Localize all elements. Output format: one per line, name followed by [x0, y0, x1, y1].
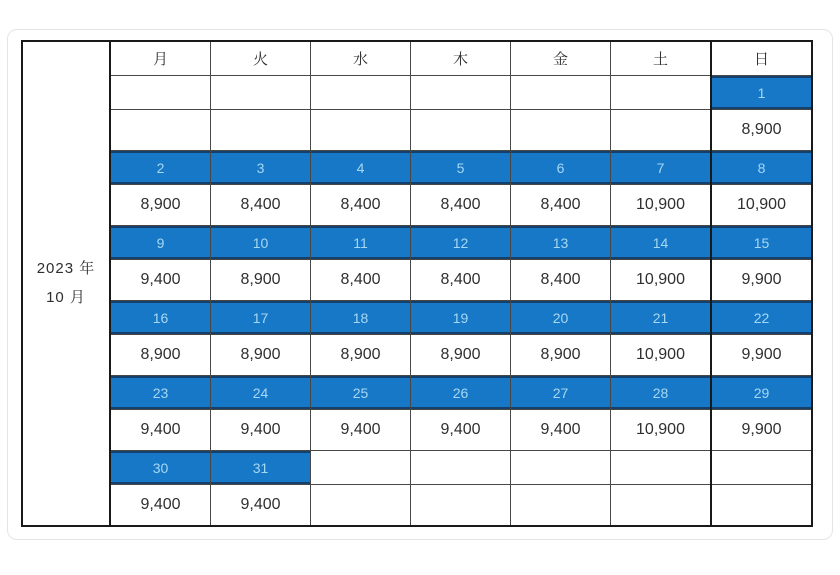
weekday-header-cell: 火	[211, 41, 311, 76]
price-cell: 10,900	[711, 185, 812, 226]
date-cell: 24	[211, 376, 311, 410]
price-cell	[411, 110, 511, 151]
date-cell	[611, 76, 712, 110]
date-cell: 19	[411, 301, 511, 335]
price-cell	[611, 485, 712, 527]
weekday-header-cell: 土	[611, 41, 712, 76]
calendar-body	[22, 41, 812, 526]
price-cell	[110, 110, 211, 151]
date-cell: 29	[711, 376, 812, 410]
price-cell: 8,900	[211, 260, 311, 301]
date-cell: 4	[311, 151, 411, 185]
price-cell: 9,900	[711, 335, 812, 376]
price-cell: 8,400	[411, 260, 511, 301]
price-cell: 8,400	[511, 260, 611, 301]
price-cell: 9,400	[211, 410, 311, 451]
price-cell: 8,900	[110, 185, 211, 226]
date-cell: 21	[611, 301, 712, 335]
price-cell: 9,900	[711, 260, 812, 301]
price-cell: 9,900	[711, 410, 812, 451]
date-cell: 23	[110, 376, 211, 410]
price-cell: 9,400	[110, 260, 211, 301]
price-cell	[611, 110, 712, 151]
date-cell	[711, 451, 812, 485]
date-cell: 11	[311, 226, 411, 260]
price-cell: 9,400	[110, 485, 211, 527]
date-cell: 9	[110, 226, 211, 260]
price-cell: 8,400	[511, 185, 611, 226]
month-label: 10 月	[46, 288, 86, 306]
price-cell: 8,400	[211, 185, 311, 226]
price-cell: 10,900	[611, 335, 712, 376]
weekday-header-cell: 金	[511, 41, 611, 76]
weekday-header-cell: 水	[311, 41, 411, 76]
price-cell: 8,900	[311, 335, 411, 376]
price-cell: 10,900	[611, 260, 712, 301]
price-calendar-table	[21, 40, 813, 527]
price-cell: 10,900	[611, 185, 712, 226]
date-cell: 20	[511, 301, 611, 335]
date-cell: 6	[511, 151, 611, 185]
date-cell: 28	[611, 376, 712, 410]
price-cell	[711, 485, 812, 527]
weekday-header-cell: 月	[110, 41, 211, 76]
price-cell	[511, 110, 611, 151]
year-label: 2023 年	[36, 260, 96, 277]
date-cell: 26	[411, 376, 511, 410]
date-cell: 30	[110, 451, 211, 485]
price-cell: 8,900	[211, 335, 311, 376]
price-cell: 8,900	[110, 335, 211, 376]
date-cell: 5	[411, 151, 511, 185]
price-cell	[311, 110, 411, 151]
date-cell: 8	[711, 151, 812, 185]
date-cell: 25	[311, 376, 411, 410]
date-cell: 3	[211, 151, 311, 185]
price-cell: 9,400	[311, 410, 411, 451]
price-cell: 8,400	[411, 185, 511, 226]
date-cell: 16	[110, 301, 211, 335]
date-cell	[110, 76, 211, 110]
date-cell: 15	[711, 226, 812, 260]
price-cell: 8,900	[411, 335, 511, 376]
price-cell: 9,400	[411, 410, 511, 451]
date-cell	[611, 451, 712, 485]
price-cell: 8,900	[711, 110, 812, 151]
price-cell	[311, 485, 411, 527]
price-cell: 9,400	[211, 485, 311, 527]
price-cell: 9,400	[511, 410, 611, 451]
date-cell: 27	[511, 376, 611, 410]
date-cell	[311, 76, 411, 110]
date-cell	[511, 76, 611, 110]
date-cell: 10	[211, 226, 311, 260]
price-cell: 8,400	[311, 260, 411, 301]
date-cell: 14	[611, 226, 712, 260]
date-cell: 1	[711, 76, 812, 110]
price-cell: 10,900	[611, 410, 712, 451]
price-cell: 8,900	[511, 335, 611, 376]
price-cell	[411, 485, 511, 527]
date-cell: 22	[711, 301, 812, 335]
month-label-cell	[22, 41, 110, 526]
date-cell: 18	[311, 301, 411, 335]
date-cell	[311, 451, 411, 485]
date-cell	[211, 76, 311, 110]
date-cell: 13	[511, 226, 611, 260]
price-cell: 9,400	[110, 410, 211, 451]
weekday-header-cell: 日	[711, 41, 812, 76]
date-cell: 12	[411, 226, 511, 260]
date-cell: 31	[211, 451, 311, 485]
weekday-header-cell: 木	[411, 41, 511, 76]
date-cell	[411, 76, 511, 110]
date-cell: 17	[211, 301, 311, 335]
price-cell	[511, 485, 611, 527]
date-cell: 7	[611, 151, 712, 185]
price-cell	[211, 110, 311, 151]
date-cell	[511, 451, 611, 485]
date-cell: 2	[110, 151, 211, 185]
price-cell: 8,400	[311, 185, 411, 226]
date-cell	[411, 451, 511, 485]
